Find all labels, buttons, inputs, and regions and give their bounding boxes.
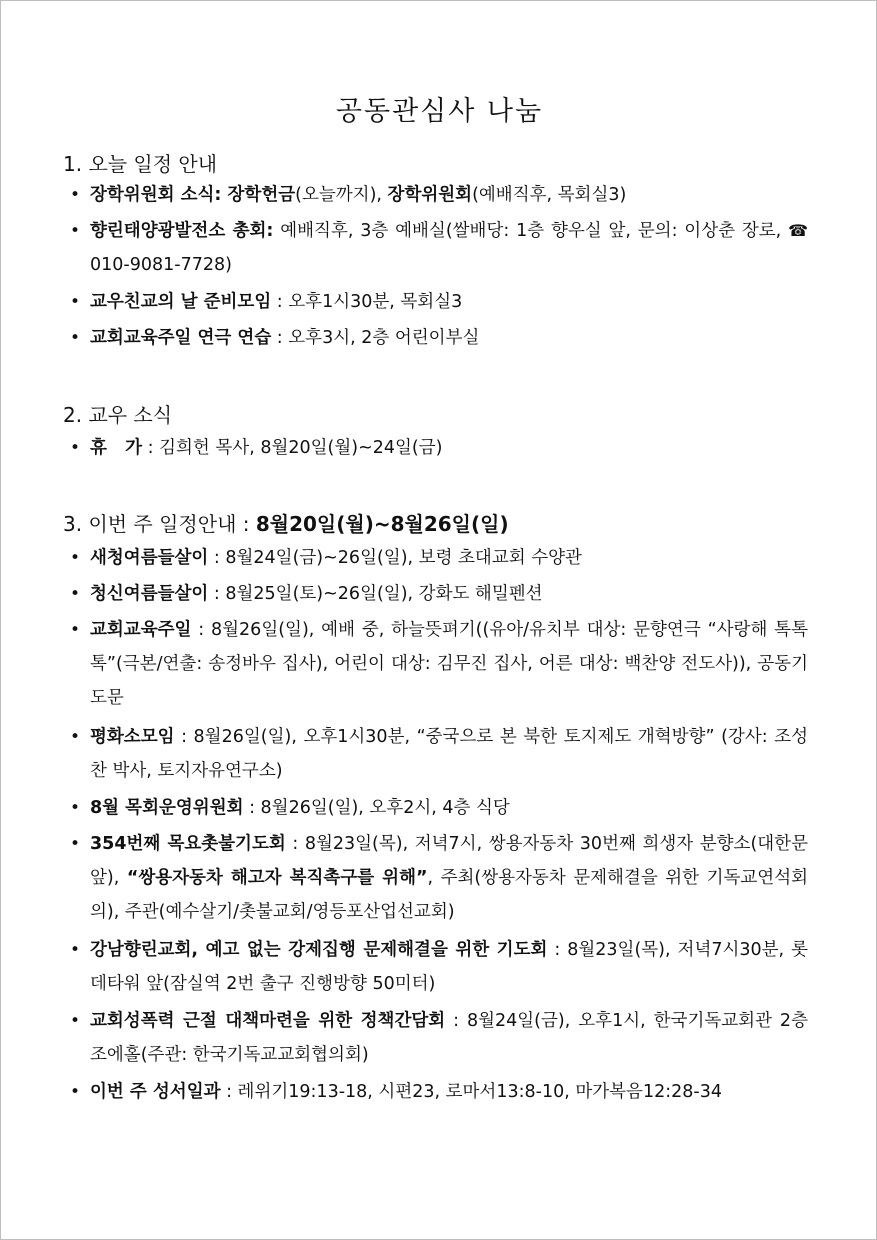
bullet-icon: • [70,798,81,818]
item-text-2: , 주최(쌍용자동차 문제해결을 위한 기독교연석회의), 주관(예수살기/촛불교회/영등포산업선교회) [90,868,809,922]
list-item [64,541,808,575]
item-text: : 8월24일(금)~26일(일), 보령 초대교회 수양관 [208,548,582,568]
list-item [64,791,808,825]
item-text: : 8월26일(일), 예배 중, 하늘뜻펴기((유아/유치부 대상: 문향연극 “사랑해 톡톡톡”(극본/연출: 송정바우 집사), 어린이 대상: 김무진 집사, 어른 대상: 백찬양 전도사)), 공동기도문 [90,620,808,708]
item-title: 교우친교의 날 준비모임 [90,292,272,312]
item-title: 교회성폭력 근절 대책마련을 위한 정책간담회 [90,1011,446,1031]
item-title: 8월 목회운영위원회 [90,798,244,818]
phone-number: 010-9081-7728 [90,255,226,275]
list-item [64,613,808,715]
bullet-icon: • [70,834,81,854]
item-text: : 8월23일(목), 저녁7시30분, 롯데타워 앞(잠실역 2번 출구 진행방향 50미터) [90,940,808,994]
item-title: 새청여름들살이 [90,548,209,568]
bullet-icon: • [70,438,81,458]
bullet-icon: • [70,185,81,205]
telephone-icon: ☎ [788,221,808,240]
item-title: 청신여름들살이 [90,584,209,604]
item-title-2: 장학위원회 [387,185,473,205]
item-text: : 8월24일(금), 오후1시, 한국기독교회관 2층 조에홀(주관: 한국기독교교회협의회) [90,1011,808,1065]
bullet-icon: • [70,1011,81,1031]
list-item [64,431,808,465]
list-item [64,1075,808,1109]
item-text: : 오후3시, 2층 어린이부실 [271,328,480,348]
item-title: 교회교육주일 [90,620,192,640]
bullet-icon: • [70,1082,81,1102]
list-item [64,720,808,788]
bullet-icon: • [70,727,81,747]
section-heading-label: 3. 이번 주 일정안내 : [63,512,256,536]
item-title: 이번 주 성서일과 [90,1082,221,1102]
list-item [64,285,808,319]
list-item [64,214,808,282]
item-text: : 8월23일(목), 저녁7시, 쌍용자동차 30번째 희생자 분향소(대한문 앞), [90,834,808,888]
bullet-icon: • [70,584,81,604]
item-text: : 김희헌 목사, 8월20일(월)~24일(금) [142,438,443,458]
item-title-2: “쌍용자동차 해고자 복직촉구를 위해” [126,868,428,888]
list-item [64,178,808,212]
item-title: 장학위원회 소식: 장학헌금 [90,185,296,205]
list-item [64,933,808,1001]
item-title: 향린태양광발전소 총회: [90,221,274,241]
item-title: 평화소모임 [90,727,175,747]
bullet-icon: • [70,328,81,348]
section-heading-1: 1. 오늘 일정 안내 [63,152,218,176]
section-heading-3 [63,508,509,537]
section-heading-2: 2. 교우 소식 [63,403,173,427]
list-item [64,577,808,611]
bullet-icon: • [70,292,81,312]
bullet-icon: • [70,620,81,640]
item-text: : 8월26일(일), 오후2시, 4층 식당 [243,798,510,818]
item-text-2: (예배직후, 목회실3) [472,185,627,205]
item-title: 교회교육주일 연극 연습 [90,328,272,348]
item-text-2: ) [225,255,232,275]
list-item [64,1004,808,1072]
item-text: : 8월26일(일), 오후1시30분, “중국으로 본 북한 토지제도 개혁방향” (강사: 조성찬 박사, 토지자유연구소) [90,727,808,781]
item-text: 예배직후, 3층 예배실(쌀배당: 1층 향우실 앞, 문의: 이상춘 장로, [273,221,789,241]
item-title: 354번째 목요촛불기도회 [90,834,286,854]
section-heading-dates: 8월20일(월)~8월26일(일) [255,512,509,536]
list-item [64,827,808,929]
item-title: 강남향린교회, 예고 없는 강제집행 문제해결을 위한 기도회 [90,940,548,960]
item-text: : 8월25일(토)~26일(일), 강화도 해밀펜션 [208,584,543,604]
bullet-icon: • [70,940,81,960]
item-text: : 레위기19:13-18, 시편23, 로마서13:8-10, 마가복음12:28-34 [220,1082,722,1102]
page-title: 공동관심사 나눔 [335,96,544,127]
item-text: (오늘까지), [295,185,388,205]
list-item [64,321,808,355]
bullet-icon: • [70,221,81,241]
bullet-icon: • [70,548,81,568]
item-title: 휴 가 [90,438,143,458]
item-text: : 오후1시30분, 목회실3 [271,292,463,312]
